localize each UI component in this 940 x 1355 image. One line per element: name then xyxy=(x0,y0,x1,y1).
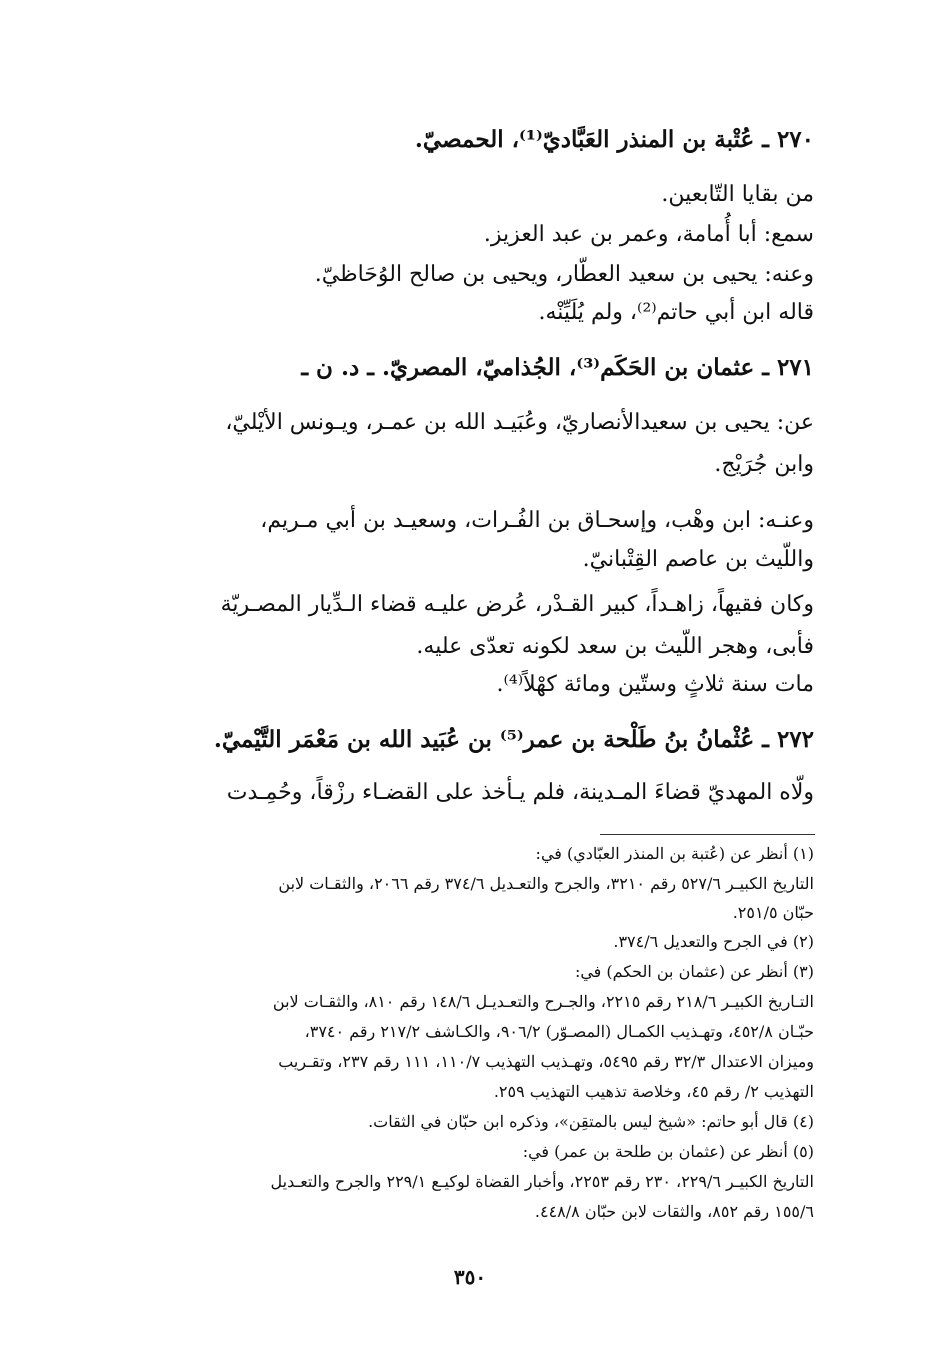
footnote-3-text: التـاريخ الكبيـر ٢١٨/٦ رقم ٢٢١٥، والجـرح والتعـديـل ١٤٨/٦ رقم ٨١٠، والثقـات لابن xyxy=(272,992,814,1011)
entry-271-line: فأبى، وهجر اللّيث بن سعد لكونه تعدّى عليه. xyxy=(416,634,814,659)
entry-271-line: وابن جُرَيْج. xyxy=(714,452,814,477)
footnote-4: (٤) قال أبو حاتم: «شيخ ليس بالمتقِن»، وذكره ابن حبّان في الثقات. xyxy=(368,1112,814,1131)
entry-270-line: قاله ابن أبي حاتم⁽²⁾، ولم يُلَيِّنْه. xyxy=(538,300,814,325)
entry-272-heading: ٢٧٢ ـ عُثْمانُ بنُ طَلْحة بن عمر⁽⁵⁾ بن عُبَيد الله بن مَعْمَر التَّيْميّ. xyxy=(213,726,814,753)
entry-270-line: من بقايا التّابعين. xyxy=(661,182,814,207)
entry-271-heading: ٢٧١ ـ عثمان بن الحَكَم⁽³⁾، الجُذاميّ، المصريّ. ـ د. ن ـ xyxy=(301,354,814,381)
footnote-5: (٥) أنظر عن (عثمان بن طلحة بن عمر) في: xyxy=(522,1142,814,1161)
page-number: ٣٥٠ xyxy=(453,1265,487,1289)
entry-271-line: وكان فقيهاً، زاهـداً، كبير القـدْر، عُرض عليـه قضاء الـدِّيار المصـريّة xyxy=(220,592,814,617)
footnote-1-text: التاريخ الكبيـر ٥٢٧/٦ رقم ٣٢١٠، والجرح والتعـديل ٣٧٤/٦ رقم ٢٠٦٦، والثقـات لابن xyxy=(278,874,814,893)
footnote-3-text: التهذيب ٢/ رقم ٤٥، وخلاصة تذهيب التهذيب ٢٥٩. xyxy=(493,1082,814,1101)
entry-271-line: وعنـه: ابن وهْب، وإسحـاق بن الفُـرات، وسعيـد بن أبي مـريم، xyxy=(260,508,814,533)
entry-271-line: عن: يحيى بن سعيدالأنصاريّ، وعُبَيـد الله بن عمـر، ويـونس الأيْليّ، xyxy=(225,410,814,435)
footnote-2: (٢) في الجرح والتعديل ٣٧٤/٦. xyxy=(613,932,814,951)
entry-271-line: مات سنة ثلاثٍ وستّين ومائة كهْلاً⁽⁴⁾. xyxy=(496,672,814,697)
entry-270-line: سمع: أبا أُمامة، وعمر بن عبد العزيز. xyxy=(483,222,814,247)
footnote-1-text: حبّان ٢٥١/٥. xyxy=(732,903,814,922)
footnote-1: (١) أنظر عن (عُتبة بن المنذر العبّادي) في: xyxy=(535,844,814,863)
footnote-5-text: ١٥٥/٦ رقم ٨٥٢، والثقات لابن حبّان ٤٤٨/٨. xyxy=(534,1202,814,1221)
footnote-5-text: التاريخ الكبيـر ٢٢٩/٦، ٢٣٠ رقم ٢٢٥٣، وأخبار القضاة لوكيـع ٢٢٩/١ والجرح والتعـديل xyxy=(270,1172,814,1191)
entry-271-line: واللّيث بن عاصم القِتْبانيّ. xyxy=(582,547,814,572)
footnote-3-text: وميزان الاعتدال ٣٢/٣ رقم ٥٤٩٥، وتهـذيب التهذيب ١١٠/٧، ١١١ رقم ٢٣٧، وتقـريب xyxy=(278,1052,814,1071)
entry-270-line: وعنه: يحيى بن سعيد العطّار، ويحيى بن صالح الوُحَاظيّ. xyxy=(314,262,814,287)
footnote-3-text: حبّـان ٤٥٢/٨، وتهـذيب الكمـال (المصـوّر) ٩٠٦/٢، والكـاشف ٢١٧/٢ رقم ٣٧٤٠، xyxy=(304,1022,814,1041)
footnote-separator xyxy=(600,834,815,835)
footnote-3: (٣) أنظر عن (عثمان بن الحكم) في: xyxy=(574,962,814,981)
entry-272-line: ولّاه المهديّ قضاءَ المـدينة، فلم يـأخذ على القضـاء رزْقاً، وحُمِـدت xyxy=(226,780,814,805)
entry-270-heading: ٢٧٠ ـ عُتْبة بن المنذر العَبَّاديّ⁽¹⁾، الحمصيّ. xyxy=(414,126,814,153)
